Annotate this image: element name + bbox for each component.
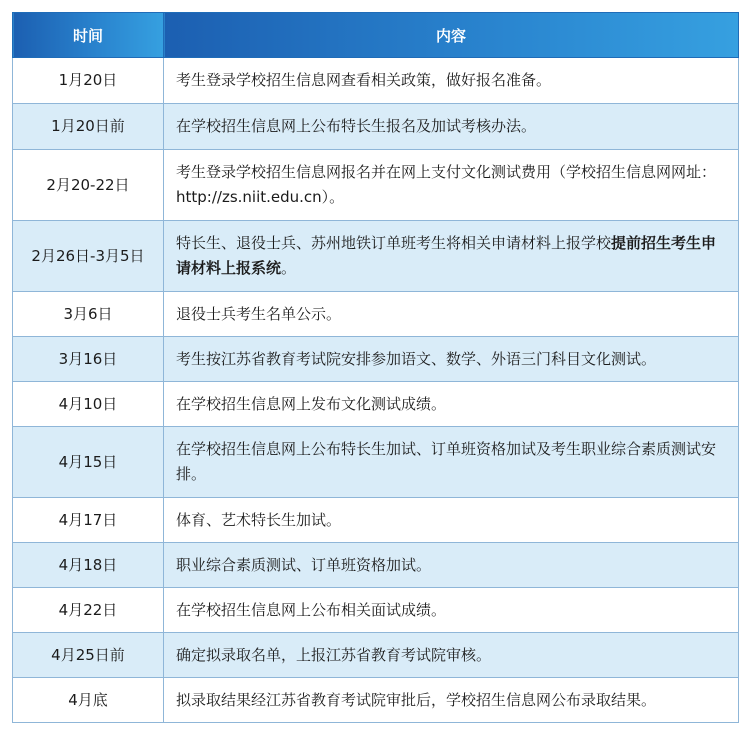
table-row [13,382,739,427]
content-cell: 拟录取结果经江苏省教育考试院审批后，学校招生信息网公布录取结果。 [164,678,739,723]
application-system-link-text: 提前招生考生申请材料上报系统 [176,234,717,277]
table-row [13,678,739,723]
table-row [13,588,739,633]
table-row [13,543,739,588]
content-cell: 退役士兵考生名单公示。 [164,292,739,337]
table-header-row [13,13,739,58]
content-tail: 。 [281,259,297,277]
table-row [13,498,739,543]
time-cell: 4月底 [13,678,164,723]
time-cell: 1月20日前 [13,104,164,150]
time-cell: 1月20日 [13,58,164,104]
time-cell: 4月17日 [13,498,164,543]
table-row [13,427,739,498]
admission-schedule-table [12,12,739,723]
time-cell: 3月16日 [13,337,164,382]
content-cell: 考生登录学校招生信息网报名并在网上支付文化测试费用（学校招生信息网网址：http://zs.niit.edu.cn）。 [164,150,739,221]
time-cell: 4月18日 [13,543,164,588]
content-text: 特长生、退役士兵、苏州地铁订单班考生将相关申请材料上报学校 [176,234,612,252]
table-row [13,292,739,337]
time-cell: 4月10日 [13,382,164,427]
content-cell: 在学校招生信息网上公布特长生报名及加试考核办法。 [164,104,739,150]
content-cell: 体育、艺术特长生加试。 [164,498,739,543]
content-column-header: 内容 [164,13,739,58]
content-cell: 在学校招生信息网上公布相关面试成绩。 [164,588,739,633]
content-cell: 职业综合素质测试、订单班资格加试。 [164,543,739,588]
table-row [13,337,739,382]
time-column-header: 时间 [13,13,164,58]
content-cell [164,221,739,292]
content-cell: 在学校招生信息网上发布文化测试成绩。 [164,382,739,427]
time-cell: 4月15日 [13,427,164,498]
time-cell: 3月6日 [13,292,164,337]
content-cell: 考生登录学校招生信息网查看相关政策，做好报名准备。 [164,58,739,104]
table-row [13,221,739,292]
content-cell: 确定拟录取名单，上报江苏省教育考试院审核。 [164,633,739,678]
table-row [13,58,739,104]
time-cell: 4月22日 [13,588,164,633]
time-cell: 4月25日前 [13,633,164,678]
table-row [13,104,739,150]
content-cell: 考生按江苏省教育考试院安排参加语文、数学、外语三门科目文化测试。 [164,337,739,382]
time-cell: 2月20-22日 [13,150,164,221]
table-row [13,633,739,678]
table-row [13,150,739,221]
time-cell: 2月26日-3月5日 [13,221,164,292]
content-cell: 在学校招生信息网上公布特长生加试、订单班资格加试及考生职业综合素质测试安排。 [164,427,739,498]
